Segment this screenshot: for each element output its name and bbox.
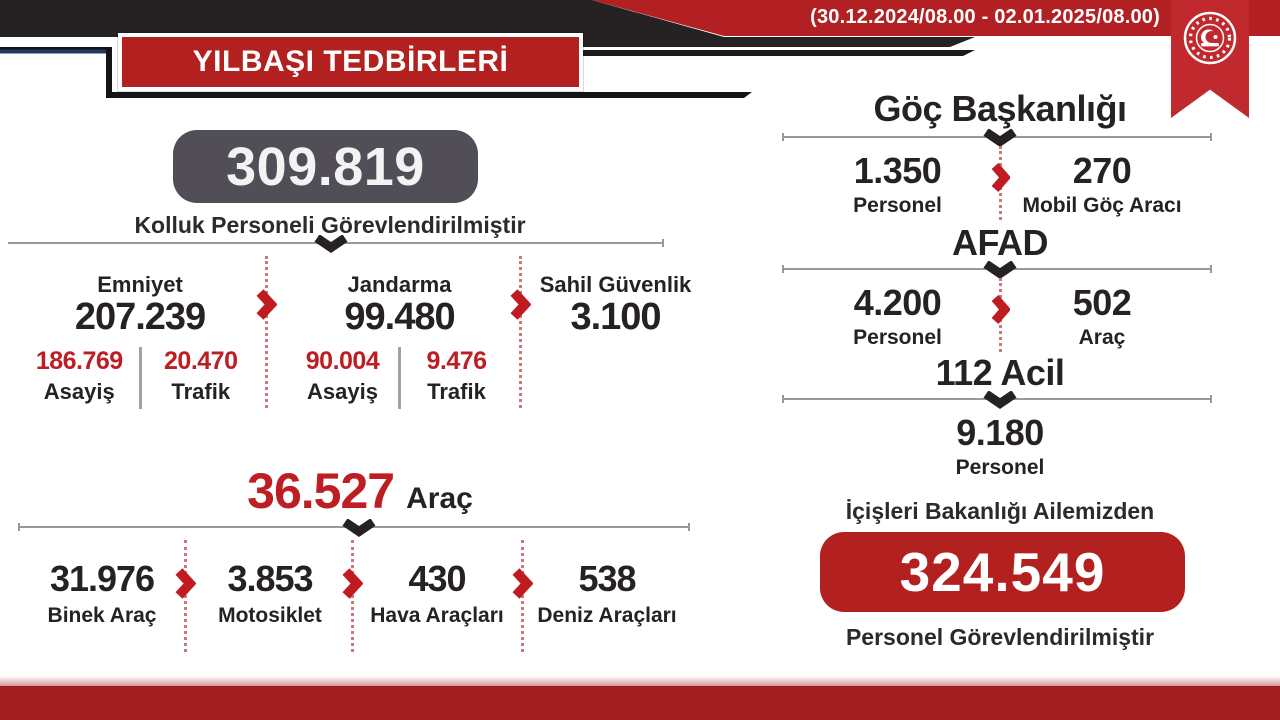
force-jandarma <box>282 272 517 338</box>
arrow-down-icon <box>983 261 1017 279</box>
force-emniyet-breakdown <box>20 347 260 409</box>
vehicle-item <box>22 558 182 628</box>
vehicle-label: Binek Araç <box>47 604 157 627</box>
line-endcap <box>1210 133 1212 141</box>
arrow-down-icon <box>983 129 1017 147</box>
stat-value: 9.180 <box>956 412 1044 453</box>
dotted-separator <box>265 256 268 408</box>
agency-name: AFAD <box>952 222 1048 263</box>
vehicle-value: 3.853 <box>227 558 313 599</box>
line-endcap <box>662 239 664 247</box>
vehicle-value: 31.976 <box>49 558 155 599</box>
vehicle-label: Motosiklet <box>218 604 322 627</box>
stat-value: 502 <box>1072 282 1132 323</box>
kolluk-total-value: 309.819 <box>226 136 425 197</box>
breakdown-cell <box>287 347 398 405</box>
force-name: Emniyet <box>97 272 183 297</box>
vehicle-item <box>357 558 517 628</box>
sub-value: 186.769 <box>35 347 123 375</box>
arrow-down-icon <box>342 519 376 537</box>
ministry-total-box <box>820 532 1185 612</box>
line-endcap <box>782 133 784 141</box>
page-title: YILBAŞI TEDBİRLERİ <box>192 45 509 78</box>
force-name: Sahil Güvenlik <box>539 272 692 297</box>
agency-stat <box>1002 282 1202 350</box>
line-endcap <box>18 523 20 531</box>
ministry-footer: Personel Görevlendirilmiştir <box>845 624 1155 650</box>
vehicle-label: Deniz Araçları <box>537 604 677 627</box>
force-value: 207.239 <box>74 296 206 338</box>
breakdown-cell <box>20 347 139 405</box>
line-endcap <box>782 265 784 273</box>
sub-value: 20.470 <box>164 347 238 375</box>
line-endcap <box>782 395 784 403</box>
force-value: 99.480 <box>344 296 455 338</box>
stat-label: Personel <box>853 194 942 217</box>
sub-label: Trafik <box>171 379 231 404</box>
agency-stat <box>1002 150 1202 218</box>
ministry-emblem-icon <box>1182 10 1238 66</box>
vehicle-item <box>190 558 350 628</box>
agency-stat <box>795 150 1000 218</box>
vehicles-title <box>60 462 660 520</box>
bottom-pink-stripe <box>0 676 1280 686</box>
vehicle-item <box>527 558 687 628</box>
vehicle-label: Hava Araçları <box>370 604 504 627</box>
agency-stat <box>790 412 1210 480</box>
stat-label: Mobil Göç Aracı <box>1022 194 1182 217</box>
arrow-right-icon <box>510 289 531 320</box>
vehicles-unit-label: Araç <box>406 482 473 515</box>
stat-label: Personel <box>853 326 942 349</box>
force-jandarma-breakdown <box>287 347 512 409</box>
bottom-red-bar <box>0 686 1280 720</box>
agency-stat <box>795 282 1000 350</box>
ministry-header: İçişleri Bakanlığı Ailemizden <box>845 498 1155 524</box>
vehicles-total-value: 36.527 <box>247 463 395 519</box>
kolluk-total-box <box>173 130 478 203</box>
force-emniyet <box>20 272 260 338</box>
sub-value: 9.476 <box>426 347 487 375</box>
ministry-total-value: 324.549 <box>899 541 1106 603</box>
stat-value: 270 <box>1072 150 1132 191</box>
sub-label: Asayiş <box>43 379 115 404</box>
agency-name: Göç Başkanlığı <box>873 88 1127 129</box>
stat-value: 1.350 <box>853 150 942 191</box>
vehicle-value: 538 <box>578 558 636 599</box>
title-banner <box>118 33 583 91</box>
arrow-down-icon <box>983 391 1017 409</box>
line-endcap <box>688 523 690 531</box>
stat-label: Araç <box>1078 326 1126 349</box>
agency-name: 112 Acil <box>935 352 1065 393</box>
force-value: 3.100 <box>570 296 661 338</box>
sub-label: Asayiş <box>307 379 378 404</box>
force-name: Jandarma <box>347 272 452 297</box>
breakdown-cell <box>142 347 261 405</box>
sub-value: 90.004 <box>305 347 380 375</box>
force-sahil-guvenlik <box>533 272 698 338</box>
arrow-down-icon <box>314 235 348 253</box>
breakdown-cell <box>401 347 512 405</box>
sub-label: Trafik <box>427 379 486 404</box>
line-endcap <box>1210 265 1212 273</box>
arrow-right-icon <box>256 289 277 320</box>
line-endcap <box>1210 395 1212 403</box>
date-range: (30.12.2024/08.00 - 02.01.2025/08.00) <box>810 6 1160 28</box>
stat-label: Personel <box>955 456 1045 479</box>
kolluk-total-label: Kolluk Personeli Görevlendirilmiştir <box>134 212 526 238</box>
vehicle-value: 430 <box>408 558 466 599</box>
dotted-separator <box>519 256 522 408</box>
stat-value: 4.200 <box>853 282 942 323</box>
